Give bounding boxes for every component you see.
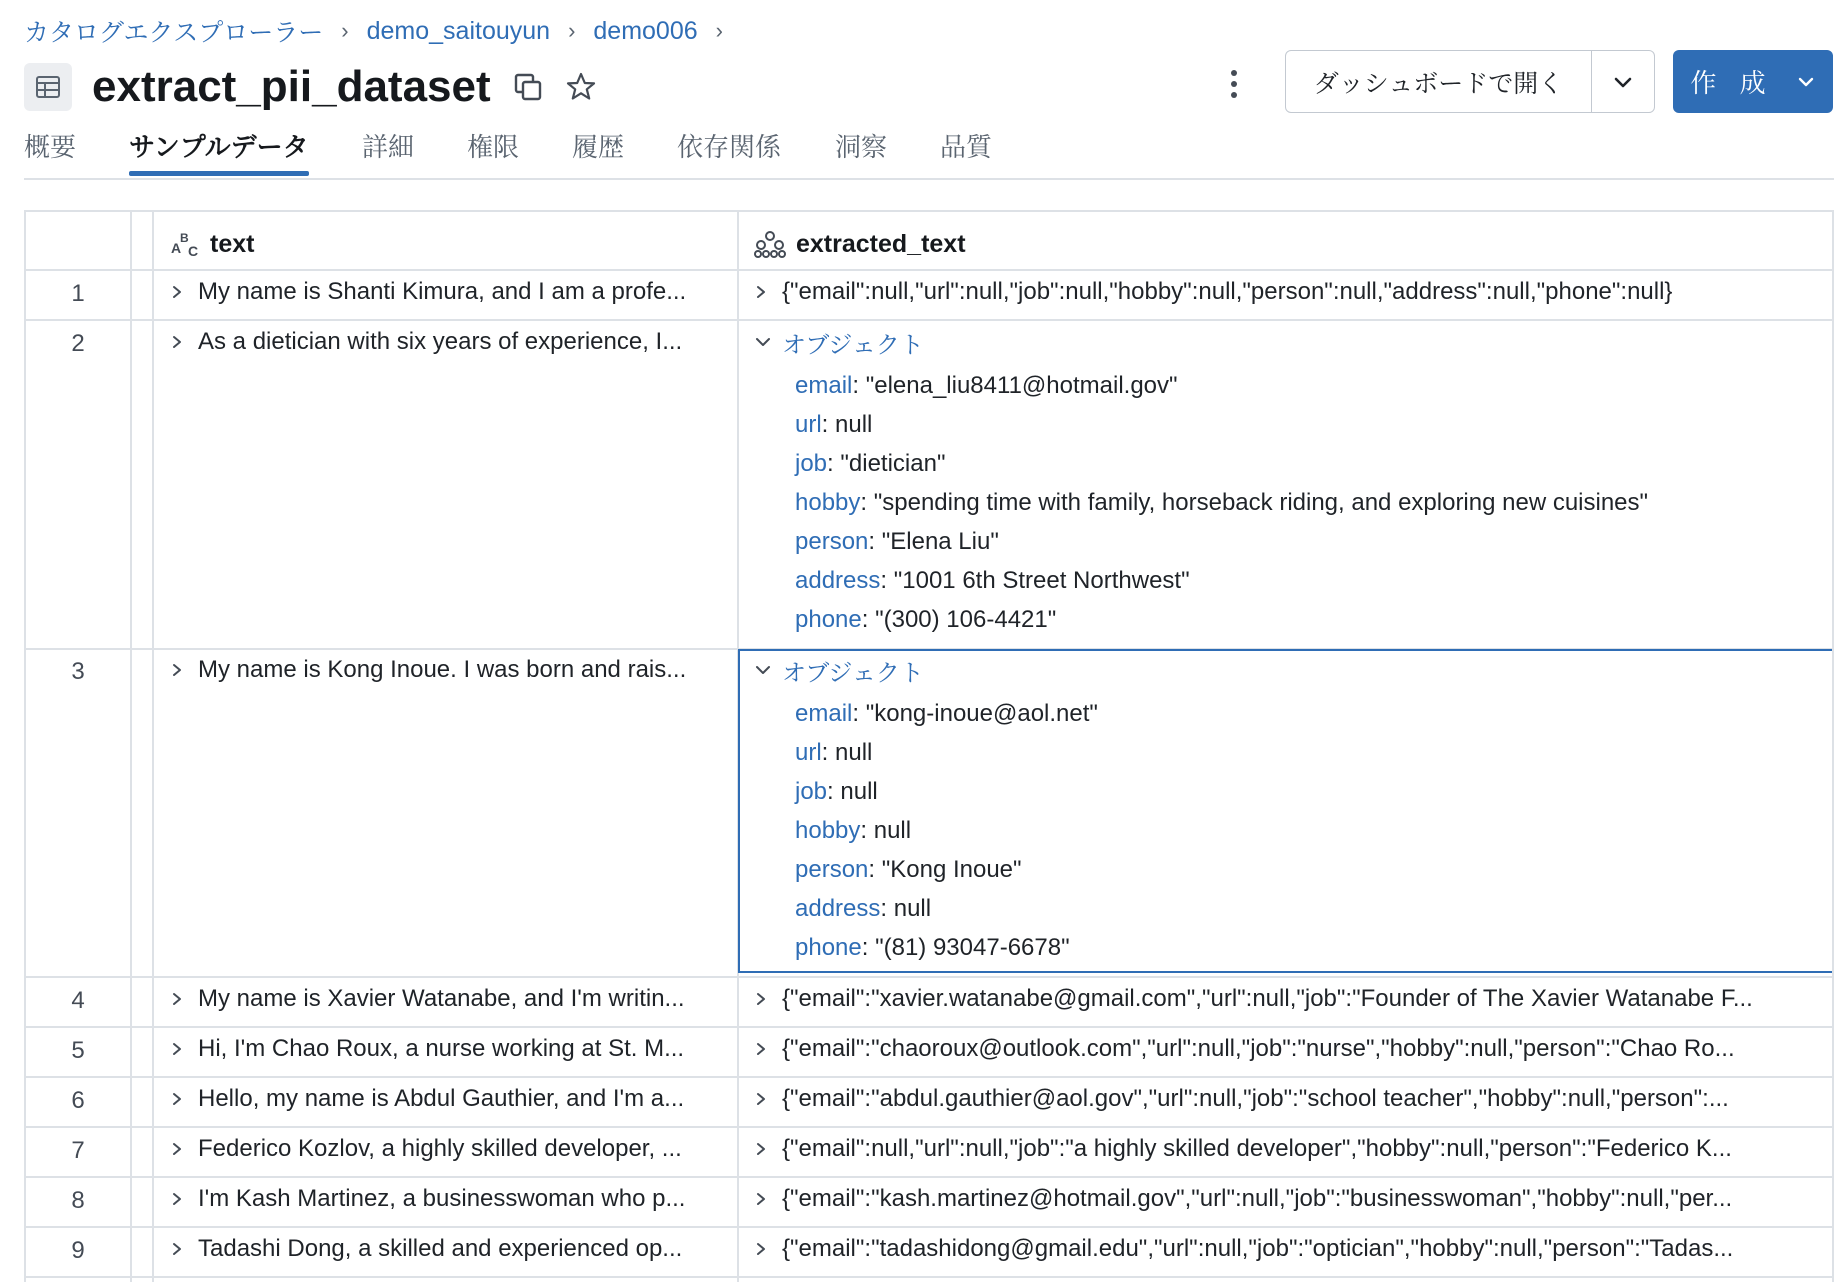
row-number: 6 <box>71 1087 85 1114</box>
tab-permissions[interactable]: 権限 <box>467 132 520 162</box>
field-key: email <box>795 372 853 399</box>
struct-field: person: "Elena Liu" <box>795 528 999 555</box>
object-toggle[interactable] <box>754 654 1054 686</box>
sample-data-table <box>24 210 1834 1282</box>
object-toggle[interactable] <box>754 326 1054 358</box>
svg-text:A: A <box>171 240 182 256</box>
text-value: My name is Xavier Watanabe, and I'm writin... <box>198 985 685 1012</box>
row-number: 7 <box>71 1137 85 1164</box>
struct-field: email: "kong-inoue@aol.net" <box>795 700 1098 727</box>
open-dashboard-split-button <box>1285 50 1655 113</box>
row-number: 5 <box>71 1037 85 1064</box>
tab-lineage[interactable]: 依存関係 <box>677 132 782 162</box>
selected-cell-outline <box>738 649 1834 973</box>
tab-quality[interactable]: 品質 <box>940 132 993 162</box>
breadcrumb-item-catalog-explorer[interactable]: カタログエクスプローラー <box>24 19 324 47</box>
struct-field: hobby: null <box>795 817 912 844</box>
chevron-right-icon[interactable] <box>170 662 198 678</box>
page-title: extract_pii_dataset <box>92 62 491 111</box>
breadcrumb-item-schema[interactable]: demo006 <box>593 16 698 45</box>
field-key: job <box>795 778 828 805</box>
struct-field: url: null <box>795 411 873 438</box>
field-key: person <box>795 528 869 555</box>
struct-field: job: null <box>795 778 878 805</box>
tab-insights[interactable]: 洞察 <box>835 132 888 162</box>
open-dashboard-button[interactable]: ダッシュボードで開く <box>1286 51 1592 112</box>
field-key: address <box>795 895 881 922</box>
row-number: 2 <box>71 330 85 357</box>
chevron-right-icon: › <box>341 18 349 43</box>
chevron-right-icon[interactable] <box>170 1191 198 1207</box>
struct-field: phone: "(300) 106-4421" <box>795 606 1057 633</box>
text-cell[interactable] <box>170 654 725 686</box>
field-value: "elena_liu8411@hotmail.gov" <box>865 372 1178 399</box>
extracted-text-value: {"email":"abdul.gauthier@aol.gov","url":null,"job":"school teacher","hobby":null,"person":... <box>782 1085 1729 1112</box>
extracted-text-cell[interactable] <box>754 1033 1824 1065</box>
field-value: null <box>893 895 932 922</box>
struct-field: person: "Kong Inoue" <box>795 856 1022 883</box>
chevron-right-icon[interactable] <box>754 1091 782 1107</box>
tab-details[interactable]: 詳細 <box>362 132 415 162</box>
create-button-label: 作 成 <box>1690 68 1774 98</box>
chevron-right-icon[interactable] <box>170 1241 198 1257</box>
column-header-text[interactable] <box>170 226 254 262</box>
create-button[interactable] <box>1673 50 1833 113</box>
extracted-text-value: {"email":"tadashidong@gmail.edu","url":null,"job":"optician","hobby":null,"person":"Tadas... <box>782 1235 1734 1262</box>
field-key: url <box>795 411 822 438</box>
chevron-down-icon <box>1796 72 1816 92</box>
text-value: I'm Kash Martinez, a businesswoman who p... <box>198 1185 686 1212</box>
field-value: "(300) 106-4421" <box>875 606 1057 633</box>
extracted-text-cell[interactable] <box>754 1133 1824 1165</box>
text-cell[interactable] <box>170 1233 725 1265</box>
object-label: オブジェクト <box>782 331 924 358</box>
svg-text:B: B <box>180 231 189 245</box>
chevron-right-icon: › <box>715 18 723 43</box>
field-value: "kong-inoue@aol.net" <box>865 700 1098 727</box>
breadcrumb <box>24 14 741 48</box>
row-number: 9 <box>71 1237 85 1264</box>
column-header-label: extracted_text <box>796 229 966 258</box>
field-key: url <box>795 739 822 766</box>
chevron-down-icon[interactable] <box>754 663 782 677</box>
extracted-text-value: {"email":"chaoroux@outlook.com","url":null,"job":"nurse","hobby":null,"person":"Chao Ro... <box>782 1035 1735 1062</box>
text-value: Tadashi Dong, a skilled and experienced op... <box>198 1235 683 1262</box>
tab-overview[interactable]: 概要 <box>24 132 77 162</box>
object-label: オブジェクト <box>782 659 924 686</box>
chevron-right-icon[interactable] <box>170 284 198 300</box>
struct-field: address: null <box>795 895 932 922</box>
text-cell[interactable] <box>170 1133 725 1165</box>
chevron-right-icon[interactable] <box>754 1241 782 1257</box>
field-value: "1001 6th Street Northwest" <box>893 567 1190 594</box>
field-key: hobby <box>795 817 861 844</box>
copy-icon[interactable] <box>513 72 543 102</box>
column-header-extracted-text[interactable] <box>754 226 966 262</box>
field-value: "dietician" <box>840 450 946 477</box>
string-type-icon <box>170 229 200 259</box>
struct-field: email: "elena_liu8411@hotmail.gov" <box>795 372 1178 399</box>
more-options-icon[interactable] <box>1216 64 1252 104</box>
chevron-right-icon[interactable] <box>754 284 782 300</box>
extracted-text-cell[interactable] <box>754 1183 1824 1215</box>
text-value: My name is Kong Inoue. I was born and rais... <box>198 656 687 683</box>
extracted-text-value: {"email":null,"url":null,"job":"a highly skilled developer","hobby":null,"person":"Federico K... <box>782 1135 1732 1162</box>
field-value: null <box>835 739 873 766</box>
row-number: 3 <box>71 658 85 685</box>
chevron-right-icon[interactable] <box>754 1041 782 1057</box>
text-cell[interactable] <box>170 983 725 1015</box>
row-number: 1 <box>71 280 85 307</box>
field-key: address <box>795 567 881 594</box>
text-value: Hi, I'm Chao Roux, a nurse working at St. M... <box>198 1035 685 1062</box>
chevron-down-icon[interactable] <box>1592 51 1654 112</box>
column-header-label: text <box>210 229 255 258</box>
chevron-right-icon[interactable] <box>754 1191 782 1207</box>
chevron-right-icon[interactable] <box>754 1141 782 1157</box>
text-value: Federico Kozlov, a highly skilled developer, ... <box>198 1135 682 1162</box>
field-value: null <box>840 778 878 805</box>
extracted-text-cell[interactable] <box>754 983 1824 1015</box>
struct-field: job: "dietician" <box>795 450 946 477</box>
field-key: job <box>795 450 828 477</box>
struct-field: phone: "(81) 93047-6678" <box>795 934 1070 961</box>
struct-type-icon <box>754 229 786 259</box>
text-value: As a dietician with six years of experience, I... <box>198 328 683 355</box>
breadcrumb-item-catalog[interactable]: demo_saitouyun <box>366 16 551 45</box>
field-key: person <box>795 856 869 883</box>
extracted-text-value: {"email":null,"url":null,"job":null,"hobby":null,"person":null,"address":null,"phone":null} <box>782 278 1673 305</box>
extracted-text-value: {"email":"xavier.watanabe@gmail.com","url":null,"job":"Founder of The Xavier Watanabe F... <box>782 985 1753 1012</box>
extracted-text-cell[interactable] <box>754 1233 1824 1265</box>
svg-text:C: C <box>188 243 199 259</box>
text-cell[interactable] <box>170 1033 725 1065</box>
field-value: null <box>835 411 873 438</box>
row-number: 8 <box>71 1187 85 1214</box>
chevron-right-icon[interactable] <box>170 1091 198 1107</box>
field-value: null <box>873 817 912 844</box>
field-key: email <box>795 700 853 727</box>
extracted-text-cell[interactable] <box>754 276 1824 308</box>
field-value: "(81) 93047-6678" <box>875 934 1070 961</box>
text-cell[interactable] <box>170 326 725 358</box>
tab-history[interactable]: 履歴 <box>572 132 625 162</box>
field-key: phone <box>795 606 862 633</box>
field-value: "spending time with family, horseback riding, and exploring new cuisines" <box>873 489 1649 516</box>
row-number: 4 <box>71 987 85 1014</box>
text-value: Hello, my name is Abdul Gauthier, and I'm a... <box>198 1085 685 1112</box>
title-row <box>24 58 597 116</box>
text-cell[interactable] <box>170 1183 725 1215</box>
table-icon <box>24 63 72 111</box>
chevron-right-icon[interactable] <box>170 334 198 350</box>
text-cell[interactable] <box>170 1083 725 1115</box>
text-value: My name is Shanti Kimura, and I am a profe... <box>198 278 687 305</box>
tab-sample-data[interactable]: サンプルデータ <box>129 130 309 174</box>
extracted-text-cell[interactable] <box>754 1083 1824 1115</box>
field-value: "Elena Liu" <box>881 528 999 555</box>
struct-field: address: "1001 6th Street Northwest" <box>795 567 1190 594</box>
tab-bar <box>24 126 1834 180</box>
field-value: "Kong Inoue" <box>881 856 1022 883</box>
chevron-right-icon: › <box>568 18 576 43</box>
chevron-down-icon[interactable] <box>754 335 782 349</box>
field-key: hobby <box>795 489 861 516</box>
field-key: phone <box>795 934 862 961</box>
star-icon[interactable] <box>565 71 597 103</box>
chevron-right-icon[interactable] <box>754 991 782 1007</box>
chevron-right-icon[interactable] <box>170 1141 198 1157</box>
extracted-text-value: {"email":"kash.martinez@hotmail.gov","url":null,"job":"businesswoman","hobby":null,"per... <box>782 1185 1733 1212</box>
chevron-right-icon[interactable] <box>170 1041 198 1057</box>
struct-field: url: null <box>795 739 873 766</box>
text-cell[interactable] <box>170 276 725 308</box>
struct-field: hobby: "spending time with family, horseback riding, and exploring new cuisines" <box>795 489 1649 516</box>
chevron-right-icon[interactable] <box>170 991 198 1007</box>
